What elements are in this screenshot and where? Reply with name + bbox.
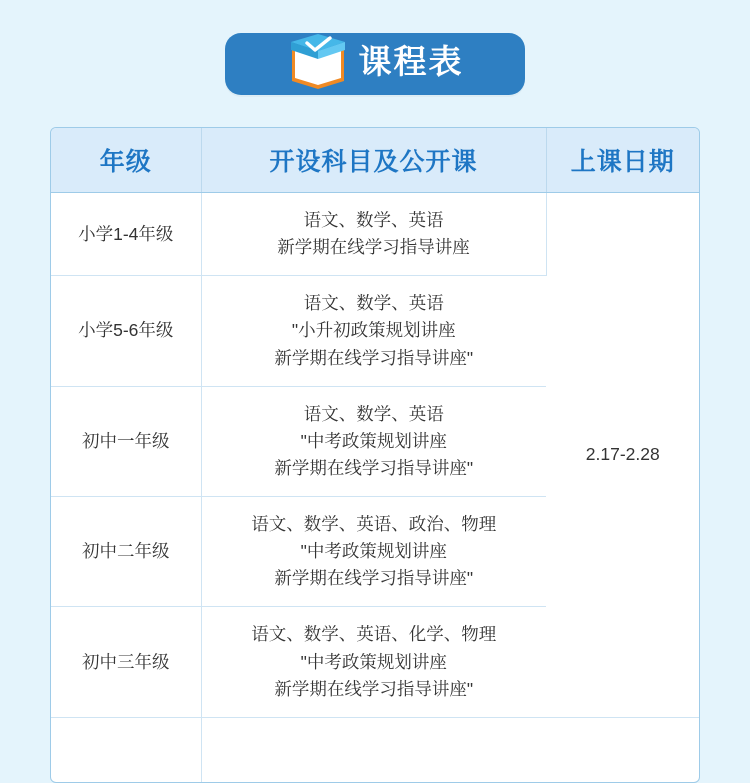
page-title: 课程表 [358,42,464,80]
subject-line: 新学期在线学习指导讲座 [277,237,470,258]
subject-line: 新学期在线学习指导讲座" [274,347,474,368]
table-header-row [51,128,699,193]
table-spacer-row [51,717,699,782]
spacer-cell [51,717,201,782]
cell-subject [201,497,546,607]
subject-line: "中考政策规划讲座 [300,541,447,562]
table-body [51,193,699,782]
book-icon [287,34,349,90]
cell-subject [201,193,546,276]
subject-line: "小升初政策规划讲座 [291,320,456,341]
table-row [51,193,699,276]
schedule-table [51,128,699,782]
cell-subject [201,607,546,717]
subject-line: 语文、数学、英语、化学、物理 [251,624,497,645]
schedule-table-container [50,127,700,783]
table-header [51,128,699,193]
cell-date: 2.17-2.28 [546,193,699,718]
cell-grade: 初中三年级 [51,607,201,717]
cell-grade: 小学5-6年级 [51,276,201,386]
subject-line: 新学期在线学习指导讲座" [274,457,474,478]
cell-subject [201,386,546,496]
column-header-grade: 年级 [51,128,201,193]
title-banner-content [287,34,464,90]
subject-line: 语文、数学、英语、政治、物理 [251,514,497,534]
column-header-date: 上课日期 [546,128,699,193]
subject-line: 新学期在线学习指导讲座" [274,568,474,589]
subject-line: "中考政策规划讲座 [300,651,447,672]
title-banner [225,33,525,95]
subject-line: 新学期在线学习指导讲座" [274,678,474,699]
cell-grade: 小学1-4年级 [51,193,201,276]
subject-line: 语文、数学、英语 [303,293,444,314]
cell-subject [201,276,546,386]
cell-grade: 初中二年级 [51,497,201,607]
spacer-cell [201,717,546,782]
column-header-subject: 开设科目及公开课 [201,128,546,193]
subject-line: "中考政策规划讲座 [300,430,447,451]
subject-line: 语文、数学、英语 [303,210,444,230]
cell-grade: 初中一年级 [51,386,201,496]
subject-line: 语文、数学、英语 [303,403,444,424]
